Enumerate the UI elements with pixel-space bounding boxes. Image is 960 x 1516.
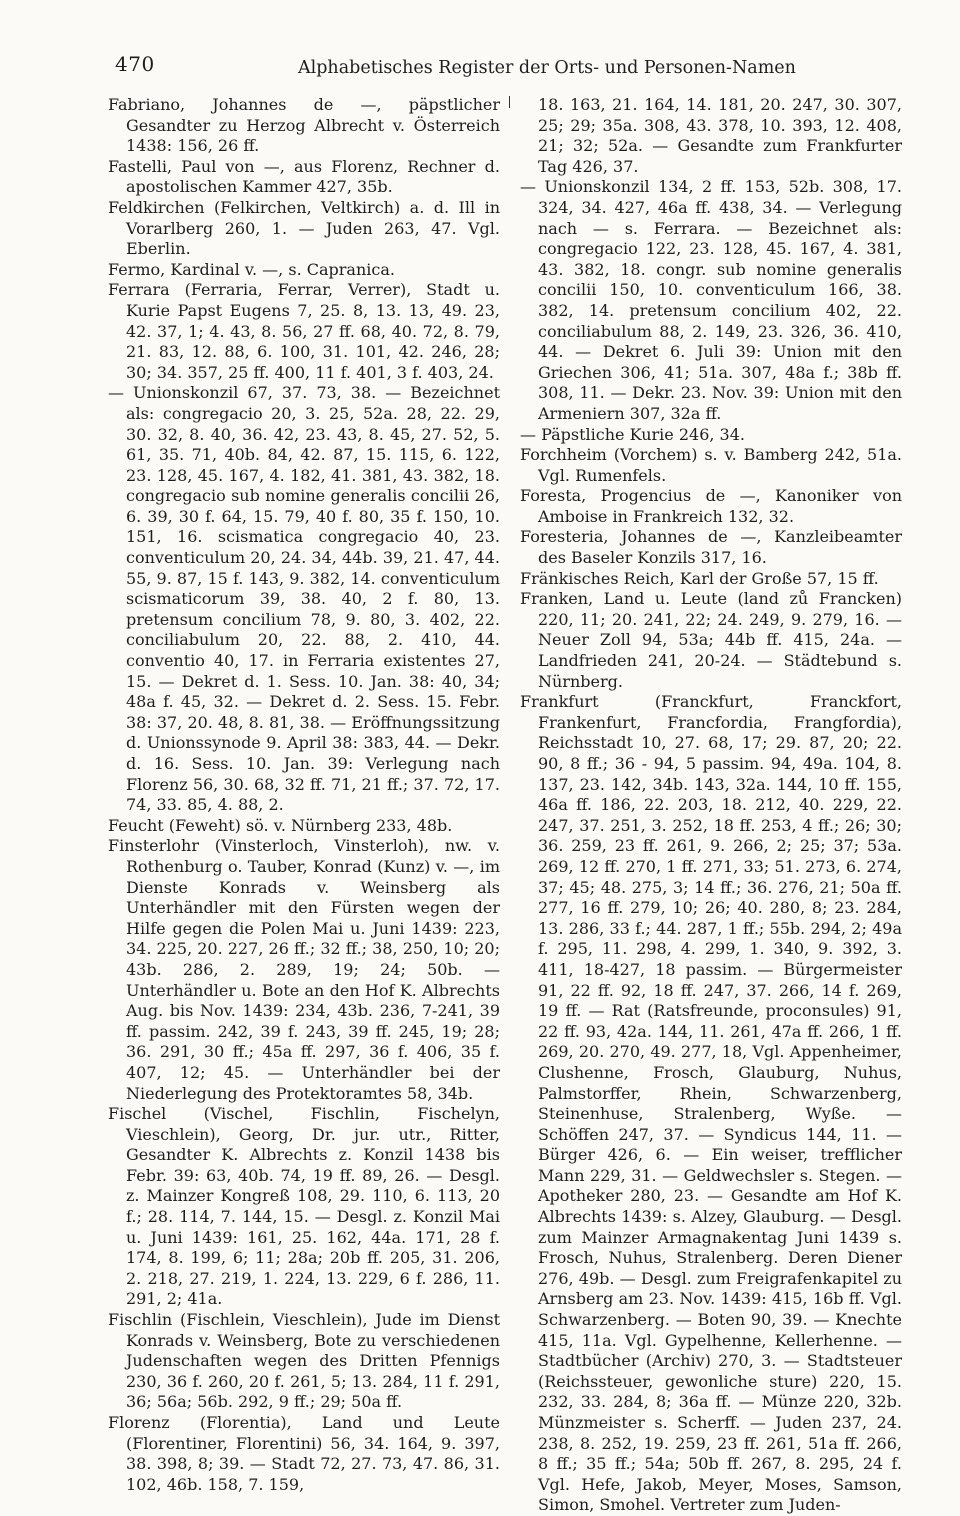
index-entry-continued: 18. 163, 21. 164, 14. 181, 20. 247, 30. 307, 25; 29; 35a. 308, 43. 378, 10. 393, 12. 408, 21; 32; 52a. — Gesandte zum Frankfurter Tag 426, 37.	[538, 95, 902, 176]
page-number: 470	[115, 52, 155, 76]
index-entry: Ferrara (Ferraria, Ferrar, Verrer), Stadt u. Kurie Papst Eugens 7, 25. 8, 13. 13, 49. 23, 42. 37, 1; 4. 43, 8. 56, 27 ff. 68, 40. 72, 8. 79, 21. 83, 12. 88, 6. 100, 31. 101, 42. 246, 28; 30; 34. 357, 25 ff. 400, 11 f. 401, 3 f. 403, 24.	[108, 280, 500, 382]
index-entry: Florenz (Florentia), Land und Leute (Florentiner, Florentini) 56, 34. 164, 9. 397, 38. 398, 8; 39. — Stadt 72, 27. 73, 47. 86, 31. 102, 46b. 158, 7. 159,	[108, 1413, 500, 1494]
index-entry: — Unionskonzil 67, 37. 73, 38. — Bezeichnet als: congregacio 20, 3. 25, 52a. 28, 22. 29, 30. 32, 8. 40, 36. 42, 23. 43, 8. 45, 27. 52, 5. 61, 35. 71, 40b. 84, 42. 87, 15. 115, 6. 122, 23. 128, 45. 167, 4. 182, 41. 381, 43. 382, 18. congregacio sub nomine generalis concilii 26, 6. 39, 30 f. 64, 15. 79, 40 f. 80, 35 f. 150, 10. 151, 16. scismatica congregacio 40, 23. conventiculum 20, 24. 34, 44b. 39, 21. 47, 44. 55, 9. 87, 15 f. 143, 9. 382, 14. conventiculum scismaticorum 39, 38. 40, 2 f. 80, 13. pretensum concilium 78, 9. 80, 3. 402, 22. conciliabulum 20, 22. 88, 2. 410, 44. conventio 40, 17. in Ferraria existentes 27, 15. — Dekret d. 1. Sess. 10. Jan. 38: 40, 34; 48a f. 45, 32. — Dekret d. 2. Sess. 15. Febr. 38: 37, 20. 48, 8. 81, 38. — Eröffnungssitzung d. Unionssynode 9. April 38: 383, 44. — Dekr. d. 16. Sess. 10. Jan. 39: Verlegung nach Florenz 56, 30. 68, 32 ff. 71, 21 ff.; 37. 72, 17. 74, 33. 85, 4. 88, 2.	[108, 383, 500, 815]
index-entry: Fränkisches Reich, Karl der Große 57, 15 ff.	[520, 568, 879, 588]
index-entry: Fischel (Vischel, Fischlin, Fischelyn, Vieschlein), Georg, Dr. jur. utr., Ritter, Gesandter K. Albrechts z. Konzil 1438 bis Febr. 39: 63, 40b. 74, 19 ff. 89, 26. — Desgl. z. Mainzer Kongreß 108, 29. 110, 6. 113, 20 f.; 28. 114, 7. 144, 15. — Desgl. z. Konzil Mai u. Juni 1439: 161, 25. 162, 44a. 171, 28 f. 174, 8. 199, 6; 11; 28a; 20b ff. 205, 31. 206, 2. 218, 27. 219, 1. 224, 13. 229, 6 f. 286, 11. 291, 2; 41a.	[108, 1104, 500, 1309]
index-entry: Fabriano, Johannes de —, päpstlicher Gesandter zu Herzog Albrecht v. Österreich 1438: 156, 26 ff.	[108, 95, 500, 156]
index-entry: Fermo, Kardinal v. —, s. Capranica.	[108, 259, 395, 279]
index-entry: Feldkirchen (Felkirchen, Veltkirch) a. d. Ill in Vorarlberg 260, 1. — Juden 263, 47. Vgl. Eberlin.	[108, 197, 500, 259]
index-column-right	[520, 95, 902, 1516]
index-entry: Fischlin (Fischlein, Vieschlein), Jude im Dienst Konrads v. Weinsberg, Bote zu verschiedenen Judenschaften wegen des Dritten Pfennigs 230, 36 f. 260, 20 f. 261, 5; 13. 284, 11 f. 291, 36; 56a; 56b. 292, 9 ff.; 29; 50a ff.	[108, 1310, 500, 1412]
index-entry: — Unionskonzil 134, 2 ff. 153, 52b. 308, 17. 324, 34. 427, 46a ff. 438, 34. — Verlegung nach — s. Ferrara. — Bezeichnet als: congregacio 122, 23. 128, 45. 167, 4. 381, 43. 382, 18. congr. sub nomine generalis concilii 150, 10. conventiculum 166, 38. 382, 14. pretensum concilium 402, 22. conciliabulum 88, 2. 149, 23. 326, 36. 410, 44. — Dekret 6. Juli 39: Union mit den Griechen 306, 41; 51a. 307, 48a f.; 38b ff. 308, 11. — Dekr. 23. Nov. 39: Union mit den Armeniern 307, 32a ff.	[520, 177, 902, 423]
index-entry: — Päpstliche Kurie 246, 34.	[520, 424, 745, 444]
running-header: Alphabetisches Register der Orts- und Personen-Namen	[298, 58, 796, 78]
index-entry: Finsterlohr (Vinsterloch, Vinsterloh), nw. v. Rothenburg o. Tauber, Konrad (Kunz) v. —, im Dienste Konrads v. Weinsberg als Unterhändler mit den Fürsten wegen der Hilfe gegen die Polen Mai u. Juni 1439: 223, 34. 225, 20. 227, 26 ff.; 32 ff.; 38, 250, 10; 20; 43b. 286, 2. 289, 19; 24; 50b. — Unterhändler u. Bote an den Hof K. Albrechts Aug. bis Nov. 1439: 234, 43b. 236, 7-241, 39 ff. passim. 242, 39 f. 243, 39 ff. 245, 19; 28; 36. 291, 30 ff.; 45a ff. 297, 36 f. 406, 35 f. 407, 12; 45. — Unterhändler bei der Niederlegung des Protektoramtes 58, 34b.	[108, 836, 500, 1103]
index-column-left	[108, 95, 500, 1495]
index-entry: Forchheim (Vorchem) s. v. Bamberg 242, 51a. Vgl. Rumenfels.	[520, 445, 902, 485]
index-entry: Franken, Land u. Leute (land zů Francken) 220, 11; 20. 241, 22; 24. 249, 9. 279, 16. — Neuer Zoll 94, 53a; 44b ff. 415, 24a. —Landfrieden 241, 20-24. — Städtebund s. Nürnberg.	[520, 589, 902, 691]
column-divider	[509, 96, 510, 108]
index-entry: Feucht (Feweht) sö. v. Nürnberg 233, 48b.	[108, 815, 453, 835]
index-entry: Foresta, Progencius de —, Kanoniker von Amboise in Frankreich 132, 32.	[520, 486, 902, 526]
index-entry: Fastelli, Paul von —, aus Florenz, Rechner d. apostolischen Kammer 427, 35b.	[108, 156, 500, 197]
index-entry: Foresteria, Johannes de —, Kanzleibeamter des Baseler Konzils 317, 16.	[520, 527, 902, 568]
index-entry: Frankfurt (Franckfurt, Franckfort, Frankenfurt, Francfordia, Frangfordia), Reichsstadt 10, 27. 68, 17; 29. 87, 20; 22. 90, 8 ff.; 36 - 94, 5 passim. 94, 49a. 104, 8. 137, 23. 142, 34b. 143, 32a. 144, 10 ff. 155, 46a ff. 186, 22. 203, 18. 212, 40. 229, 22. 247, 37. 251, 3. 252, 18 ff. 253, 4 ff.; 26; 30; 36. 259, 23 ff. 261, 9. 266, 2; 25; 37; 53a. 269, 12 ff. 270, 1 ff. 271, 33; 51. 273, 6. 274, 37; 45; 48. 275, 3; 14 ff.; 36. 276, 21; 50a ff. 277, 16 ff. 279, 10; 26; 40. 280, 8; 23. 284, 13. 286, 33 f.; 44. 287, 1 ff.; 55b. 294, 2; 49a f. 295, 11. 298, 4. 299, 1. 340, 9. 392, 3. 411, 18-427, 18 passim. — Bürgermeister 91, 22 ff. 92, 18 ff. 247, 37. 266, 14 f. 269, 19 ff. — Rat (Ratsfreunde, proconsules) 91, 22 ff. 93, 42a. 144, 11. 261, 47a ff. 266, 1 ff. 269, 20. 270, 49. 277, 18, Vgl. Appenheimer, Clushenne, Frosch, Glauburg, Nuhus, Palmstorffer, Rhein, Schwarzenberg, Steinenhuse, Stralenberg, Wyße. — Schöffen 247, 37. — Syndicus 144, 11. — Bürger 426, 6. — Ein weiser, trefflicher Mann 229, 31. — Geldwechsler s. Stegen. — Apotheker 280, 23. — Gesandte am Hof K. Albrechts 1439: s. Alzey, Glauburg. — Desgl. zum Mainzer Armagnakentag Juni 1439 s. Frosch, Nuhus, Stralenberg. Deren Diener 276, 49b. — Desgl. zum Freigrafenkapitel zu Arnsberg am 23. Nov. 1439: 415, 16b ff. Vgl. Schwarzenberg. — Boten 90, 39. — Knechte 415, 11a. Vgl. Gypelhenne, Kellerhenne. — Stadtbücher (Archiv) 270, 3. — Stadtsteuer (Reichssteuer, gewonliche sture) 220, 15. 232, 33. 284, 8; 36a ff. — Münze 220, 32b. Münzmeister s. Scherff. — Juden 237, 24. 238, 8. 252, 19. 259, 23 ff. 261, 51a ff. 266, 8 ff.; 35 ff.; 54a; 50b ff. 267, 8. 295, 24 f. Vgl. Hefe, Jakob, Meyer, Moses, Samson, Simon, Smohel. Vertreter zum Juden-	[520, 692, 902, 1515]
